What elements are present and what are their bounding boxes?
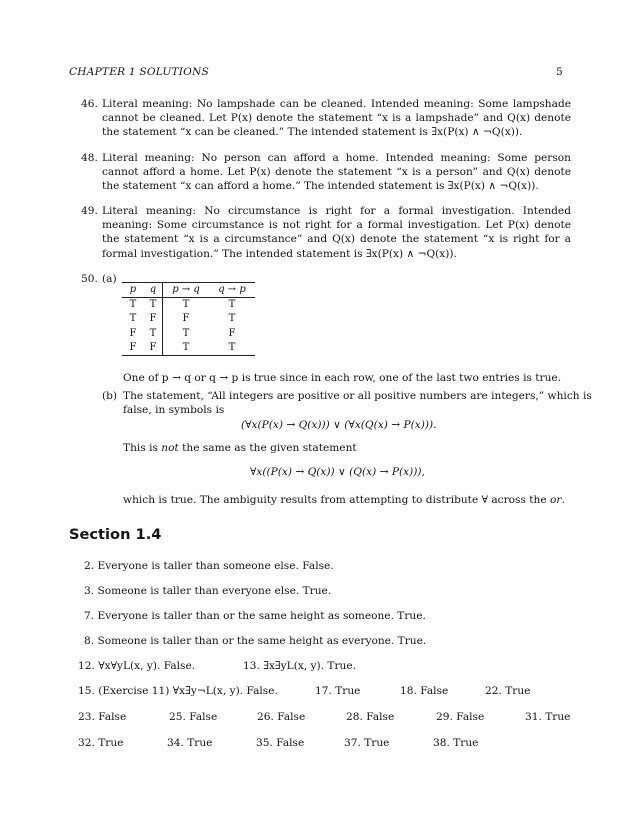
answer-item: 13. ∃x∃yL(x, y). True. (243, 660, 356, 672)
answer-item: 26. False (257, 711, 306, 723)
answer-item: 37. True (344, 737, 390, 749)
part-b-text: The statement, “All integers are positive or all positive numbers are integers,” which is (123, 390, 592, 402)
answer-item: 38. True (433, 737, 479, 749)
part-b-label: (b) (102, 390, 118, 402)
answer-item: 22. True (485, 685, 531, 697)
part-b-text (123, 441, 357, 455)
table-row (122, 312, 255, 326)
truth-table-header (122, 283, 255, 298)
header-cell: p (122, 283, 144, 298)
table-cell: T (228, 299, 236, 311)
formula: (∀x(P(x) → Q(x))) ∨ (∀x(Q(x) → P(x))). (241, 419, 437, 431)
page-number: 5 (556, 66, 563, 78)
answer-item: 34. True (167, 737, 213, 749)
problem-46 (81, 97, 571, 140)
answer-item: 3. Someone is taller than everyone else. True. (84, 585, 332, 597)
answer-item: 12. ∀x∀yL(x, y). False. (78, 660, 196, 672)
problem-text: Literal meaning: No lampshade can be cleaned. Intended meaning: Some lampshade cannot be cleaned. Let P(x) denote the statement “x is a lampshade” and Q(x) denote the statement “x can be cleaned.” The intended statement is ∃x(P(x) ∧ ¬Q(x)). (102, 98, 571, 139)
text-segment: . (561, 494, 565, 506)
table-cell: F (122, 341, 144, 356)
truth-table (122, 282, 255, 356)
answer-item: 31. True (525, 711, 571, 723)
problem-number: 46. (81, 98, 98, 110)
answer-item: 32. True (78, 737, 124, 749)
formula: ∀x((P(x) → Q(x)) ∨ (Q(x) → P(x))), (250, 466, 425, 478)
answer-item: 17. True (315, 685, 361, 697)
text-segment: This is (123, 442, 162, 454)
answer-item: 18. False (400, 685, 449, 697)
header-cell: p → q (163, 283, 210, 298)
table-cell: F (182, 313, 190, 325)
section-title: Section 1.4 (69, 526, 162, 543)
part-a-note: One of p → q or q → p is true since in each row, one of the last two entries is true. (123, 372, 562, 384)
answer-item: 8. Someone is taller than or the same height as everyone. True. (84, 635, 427, 647)
problem-49 (81, 204, 571, 261)
problem-text: Literal meaning: No person can afford a home. Intended meaning: Some person cannot afford a home. Let P(x) denote the statement “x is a person” and Q(x) denote the statement “x can afford a home.” The intended statement is ∃x(P(x) ∧ ¬Q(x)). (102, 152, 571, 193)
text-segment: which is true. The ambiguity results from attempting to distribute ∀ across the (123, 494, 550, 506)
table-cell: F (129, 327, 137, 339)
answer-item: 25. False (169, 711, 218, 723)
problem-number: 48. (81, 152, 98, 164)
answer-item: 15. (Exercise 11) ∀x∃y¬L(x, y). False. (78, 685, 278, 697)
table-cell: T (209, 341, 255, 356)
problem-number: 49. (81, 205, 98, 217)
table-cell: T (182, 327, 190, 339)
table-cell: T (163, 341, 210, 356)
emphasis: or (550, 494, 562, 506)
table-cell: F (228, 327, 236, 339)
answer-item: 35. False (256, 737, 305, 749)
answer-item: 7. Everyone is taller than or the same height as someone. True. (84, 610, 426, 622)
table-cell: F (144, 341, 163, 356)
part-b-text (123, 493, 565, 507)
table-cell: T (182, 299, 190, 311)
problem-number: 50. (81, 273, 98, 285)
answer-item: 29. False (436, 711, 485, 723)
emphasis: not (161, 442, 179, 454)
table-row (122, 341, 255, 356)
header-cell: q (144, 283, 163, 298)
table-row (122, 327, 255, 341)
answer-item: 23. False (78, 711, 127, 723)
running-header: CHAPTER 1 SOLUTIONS (69, 66, 209, 78)
part-b-text: false, in symbols is (123, 404, 225, 416)
header-cell: q → p (209, 283, 255, 298)
problem-text: Literal meaning: No circumstance is right for a formal investigation. Intended meaning: Some circumstance is not right for a formal investigation. Let P(x) denote the statement “x is a circumstance” and Q(x) denote the statement “x is right for a formal investigation.” The intended statement is ∃x(P(x) ∧ ¬Q(x)). (102, 205, 571, 260)
table-cell: T (228, 313, 236, 325)
table-cell: T (129, 313, 137, 325)
table-cell: T (144, 327, 163, 341)
answer-item: 2. Everyone is taller than someone else. False. (84, 560, 334, 572)
text-segment: the same as the given statement (178, 442, 357, 454)
part-a-label: (a) (102, 273, 117, 285)
table-cell: F (144, 312, 163, 326)
answer-item: 28. False (346, 711, 395, 723)
table-cell: T (144, 298, 163, 313)
problem-48 (81, 151, 571, 194)
table-row (122, 298, 255, 313)
table-cell: T (129, 299, 137, 311)
